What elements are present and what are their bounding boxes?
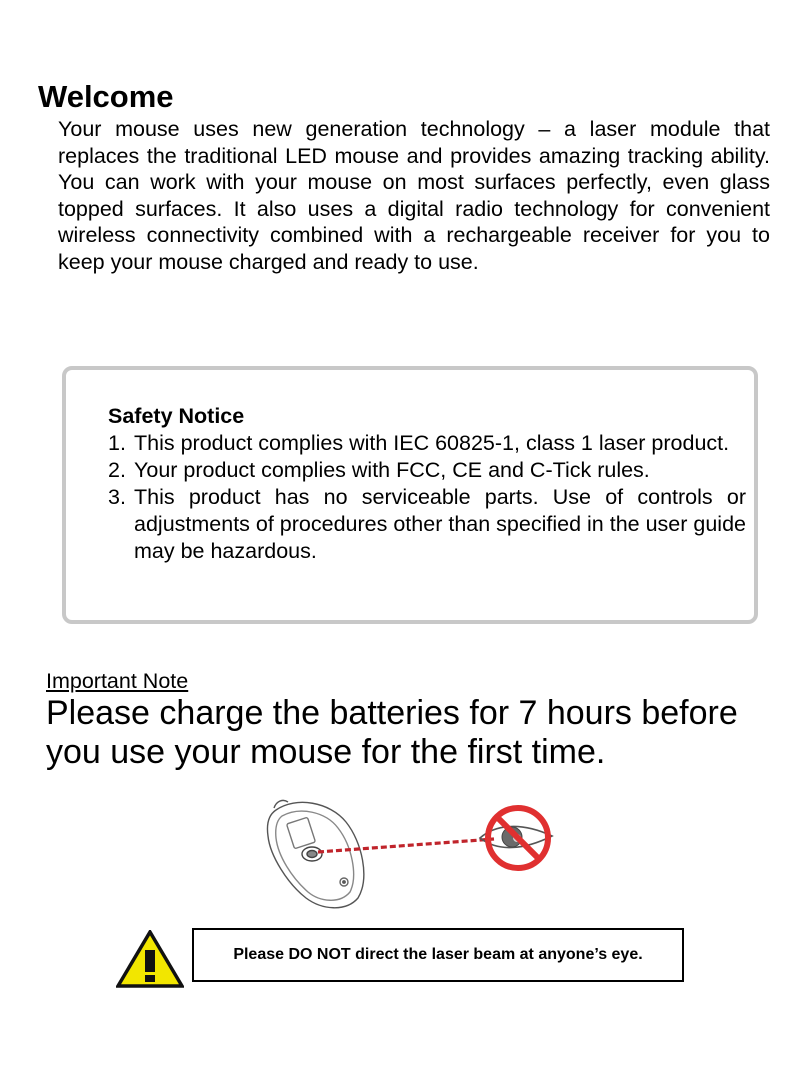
safety-item [108,457,746,484]
welcome-paragraph: Your mouse uses new generation technology – a laser module that replaces the traditional LED mouse and provides amazing tracking ability. You can work with your mouse on most surfaces perfectly, even glass topped surfaces. It also uses a digital radio technology for convenient wireless connectivity combined with a rechargeable receiver for you to keep your mouse charged and ready to use. [58,117,770,274]
safety-item [108,484,746,565]
important-note-text: Please charge the batteries for 7 hours before you use your mouse for the first time. [46,694,738,771]
safety-notice-list [108,430,746,565]
laser-warning-text: Please DO NOT direct the laser beam at anyone’s eye. [233,946,643,963]
safety-item-number: 3. [108,485,126,509]
mouse-underside-icon [267,800,363,907]
safety-item [108,430,746,457]
warning-triangle-icon [116,930,184,988]
no-eye-prohibition-icon [480,808,552,868]
welcome-title: Welcome [38,79,174,114]
safety-item-text: This product has no serviceable parts. Use of controls or adjustments of procedures other than specified in the user guide may be hazardous. [134,485,746,563]
laser-warning-box [192,928,684,982]
laser-warning-illustration [262,798,562,910]
important-note-label: Important Note [46,669,189,693]
safety-item-text: This product complies with IEC 60825-1, class 1 laser product. [134,431,730,455]
laser-beam-icon [318,839,494,852]
safety-item-text: Your product complies with FCC, CE and C-Tick rules. [134,458,650,482]
safety-notice-title: Safety Notice [108,404,245,428]
safety-notice-box [62,366,758,624]
safety-item-number: 1. [108,431,126,455]
safety-item-number: 2. [108,458,126,482]
